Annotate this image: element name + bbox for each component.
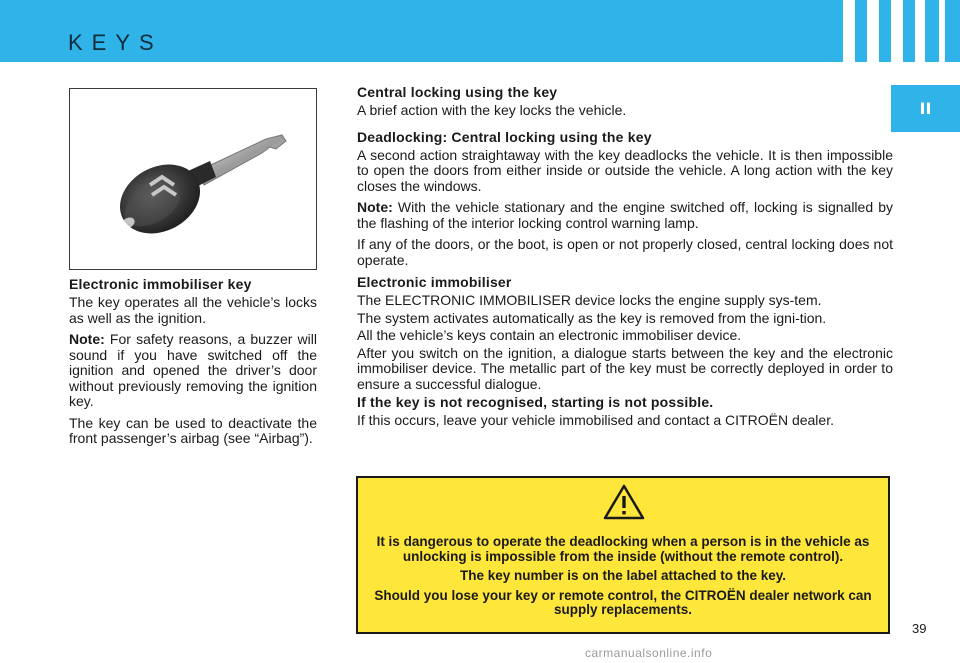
not-recognised-heading: If the key is not recognised, starting is not possible.: [357, 394, 714, 410]
electronic-immobiliser-heading: Electronic immobiliser: [357, 274, 512, 290]
immobiliser-p1: The ELECTRONIC IMMOBILISER device locks the engine supply sys-tem.: [357, 292, 822, 308]
immobiliser-key-text: The key operates all the vehicle’s locks as well as the ignition.: [69, 294, 317, 326]
doors-open-text: If any of the doors, or the boot, is open or not properly closed, central locking does not operate.: [357, 236, 893, 268]
right-note-text: With the vehicle stationary and the engine switched off, locking is signalled by the flashing of the interior locking control warning lamp.: [357, 199, 893, 231]
right-note: [357, 200, 893, 231]
deadlocking-text: A second action straightaway with the key deadlocks the vehicle. It is then impossible to open the doors from either inside or outside the vehicle. A long action with the key closes the windows.: [357, 146, 893, 194]
immobiliser-p4: After you switch on the ignition, a dialogue starts between the key and the electronic immobiliser device. The metallic part of the key must be correctly deployed in order to ensure a successful dialogue.: [357, 344, 893, 392]
warning-box: [356, 476, 890, 634]
immobiliser-key-heading: Electronic immobiliser key: [69, 276, 252, 292]
warning-line-1: It is dangerous to operate the deadlocking when a person is in the vehicle as unlocking is impossible from the inside (without the remote control).: [376, 534, 870, 564]
watermark: carmanualsonline.info: [585, 646, 713, 660]
header-stripe: [843, 0, 855, 62]
header-band: [0, 0, 960, 62]
immobiliser-p2: The system activates automatically as the key is removed from the igni-tion.: [357, 309, 827, 326]
header-stripe: [867, 0, 879, 62]
page-title: KEYS: [68, 30, 163, 55]
chapter-tab: II: [891, 85, 960, 132]
deadlocking-heading: Deadlocking: Central locking using the key: [357, 128, 652, 145]
warning-line-3: Should you lose your key or remote control, the CITROËN dealer network can supply replacements.: [374, 587, 872, 617]
left-note: [69, 332, 317, 410]
warning-line-2: The key number is on the label attached to the key.: [459, 568, 787, 583]
header-stripe: [915, 0, 925, 62]
airbag-text: The key can be used to deactivate the front passenger’s airbag (see “Airbag”).: [69, 414, 317, 446]
key-image: [70, 89, 316, 269]
warning-text: [366, 535, 880, 623]
immobiliser-p3: All the vehicle’s keys contain an electronic immobiliser device.: [357, 327, 742, 343]
warning-triangle-icon: [603, 484, 645, 520]
left-column: [69, 276, 317, 453]
left-note-label: Note:: [69, 331, 105, 347]
page-number: 39: [912, 621, 927, 636]
key-illustration: [69, 88, 317, 270]
right-column: [357, 84, 893, 435]
header-stripe: [891, 0, 903, 62]
right-note-label: Note:: [357, 199, 393, 215]
left-note-text: For safety reasons, a buzzer will sound if you have switched off the ignition and opened the driver’s door without previously removing the ignition key.: [69, 331, 317, 409]
central-locking-heading: Central locking using the key: [357, 84, 558, 100]
header-stripe: [939, 0, 945, 62]
not-recognised-text: If this occurs, leave your vehicle immobilised and contact a CITROËN dealer.: [357, 412, 834, 428]
central-locking-text: A brief action with the key locks the vehicle.: [357, 102, 627, 118]
